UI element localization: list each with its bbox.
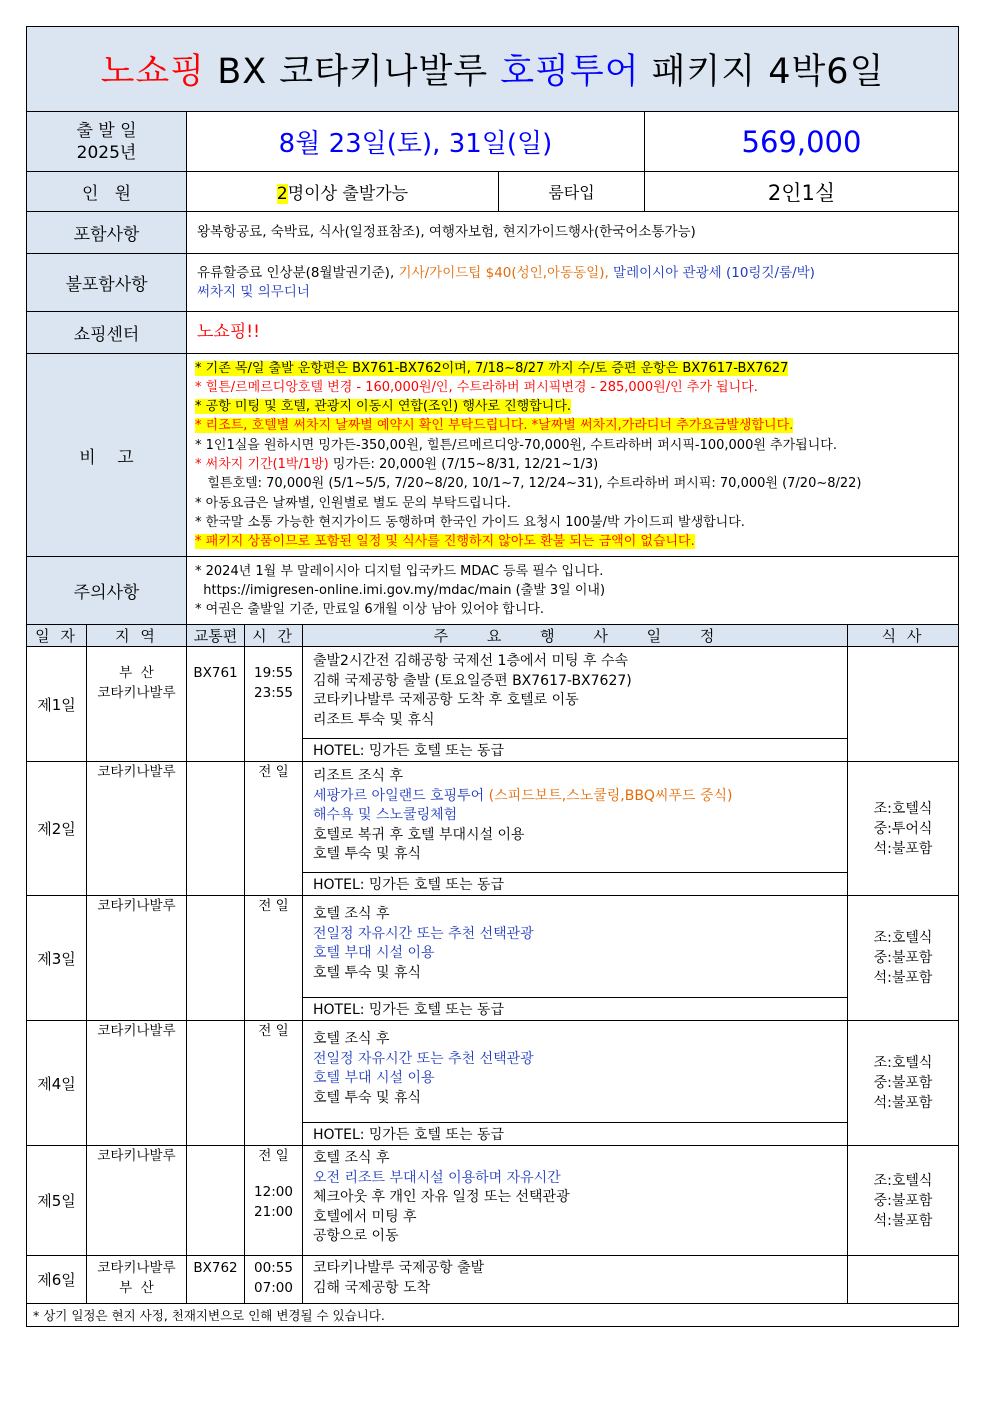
time: 19:55 23:55 xyxy=(245,647,303,762)
caution-line: * 2024년 1월 부 말레이시아 디지털 입국카드 MDAC 등록 필수 입니다. xyxy=(195,564,604,579)
remarks-list xyxy=(187,354,959,557)
room-type-value: 2인1실 xyxy=(645,172,959,212)
place: 코타키나발루 xyxy=(87,1146,187,1256)
time: 전 일 12:00 21:00 xyxy=(245,1146,303,1256)
hotel: HOTEL: 밍가든 호텔 또는 동급 xyxy=(303,1123,848,1146)
transport: BX762 xyxy=(187,1256,245,1304)
day-label: 제3일 xyxy=(27,896,87,1021)
remark-line: * 아동요금은 날짜별, 인원별로 별도 문의 부탁드립니다. xyxy=(195,495,511,511)
shopping-value: 노쇼핑!! xyxy=(187,312,959,354)
header-meal: 식 사 xyxy=(848,625,959,647)
activities: 코타키나발루 국제공항 출발 김해 국제공항 도착 xyxy=(303,1256,848,1304)
header-activity: 주 요 행 사 일 정 xyxy=(303,625,848,647)
excluded-text: 유류할증료 인상분(8월발권기준), 기사/가이드팁 $40(성인,아동동일), 말레이시아 관광세 (10링깃/룸/박) 써차지 및 의무디너 xyxy=(187,254,959,312)
place: 코타키나발루 xyxy=(87,896,187,1021)
activities: 리조트 조식 후 세팡가르 아일랜드 호핑투어 (스피드보트,스노쿨링,BBQ씨푸드 중식) 해수욕 및 스노쿨링체험 호텔로 복귀 후 호텔 부대시설 이용 호텔 투숙 및 휴식 xyxy=(303,762,848,873)
remark-line: * 리조트, 호텔별 써차지 날짜별 예약시 확인 부탁드립니다. *날짜별 써차지,가라디너 추가요금발생합니다. xyxy=(195,418,794,434)
page-title xyxy=(27,27,959,112)
remark-line: * 1인1실을 원하시면 밍가든-350,00원, 힐튼/르메르디앙-70,000원, 수트라하버 퍼시픽-100,000원 추가됩니다. xyxy=(195,437,837,453)
remark-line: * 기존 목/일 출발 운항편은 BX761-BX762이며, 7/18~8/27 까지 수/토 증편 운항은 BX7617-BX7627 xyxy=(195,360,789,376)
schedule-header xyxy=(27,625,959,647)
room-type-label: 룸타입 xyxy=(499,172,645,212)
caution-line: * 여권은 출발일 기준, 만료일 6개월 이상 남아 있어야 합니다. xyxy=(195,602,545,617)
transport xyxy=(187,762,245,896)
departure-label: 출 발 일 2025년 xyxy=(27,112,187,172)
time: 00:55 07:00 xyxy=(245,1256,303,1304)
remark-line: * 공항 미팅 및 호텔, 관광지 이동시 연합(조인) 행사로 진행합니다. xyxy=(195,399,572,415)
meal: 조:호텔식 중:투어식 석:불포함 xyxy=(848,762,959,896)
day-label: 제5일 xyxy=(27,1146,87,1256)
schedule-table xyxy=(26,625,959,1327)
schedule-row xyxy=(27,647,959,739)
remark-line: 밍가든: 20,000원 (7/15~8/31, 12/21~1/3) xyxy=(328,457,599,472)
hotel: HOTEL: 밍가든 호텔 또는 동급 xyxy=(303,739,848,762)
transport xyxy=(187,1021,245,1146)
day-label: 제2일 xyxy=(27,762,87,896)
excluded-label: 불포함사항 xyxy=(27,254,187,312)
header-day: 일 자 xyxy=(27,625,87,647)
caution-line: https://imigresen-online.imi.gov.my/mdac/main (출발 3일 이내) xyxy=(195,583,606,598)
header-transport: 교통편 xyxy=(187,625,245,647)
schedule-row xyxy=(27,1021,959,1123)
remark-line: * 패키지 상품이므로 포함된 일정 및 식사를 진행하지 않아도 환불 되는 금액이 없습니다. xyxy=(195,534,695,550)
schedule-row xyxy=(27,896,959,998)
place: 코타키나발루 xyxy=(87,762,187,896)
remark-line: * 힐튼/르메르디앙호텔 변경 - 160,000원/인, 수트라하버 퍼시픽변경 - 285,000원/인 추가 됩니다. xyxy=(195,379,758,395)
title-hopping: 호핑투어 xyxy=(500,52,640,92)
remarks-label: 비 고 xyxy=(27,354,187,557)
people-label: 인 원 xyxy=(27,172,187,212)
price: 569,000 xyxy=(645,112,959,172)
title-no-shopping: 노쇼핑 xyxy=(100,52,206,92)
time: 전 일 xyxy=(245,762,303,896)
header-time: 시 간 xyxy=(245,625,303,647)
included-label: 포함사항 xyxy=(27,212,187,254)
schedule-row xyxy=(27,1146,959,1256)
day-label: 제4일 xyxy=(27,1021,87,1146)
meal xyxy=(848,1256,959,1304)
transport xyxy=(187,1146,245,1256)
people-count: 2명이상 출발가능 xyxy=(187,172,499,212)
place: 코타키나발루 xyxy=(87,1021,187,1146)
schedule-row xyxy=(27,1256,959,1304)
time: 전 일 xyxy=(245,1021,303,1146)
cautions-label: 주의사항 xyxy=(27,557,187,625)
title-destination: BX 코타키나발루 xyxy=(205,52,501,92)
package-info-table xyxy=(26,26,959,625)
place: 부 산 코타키나발루 xyxy=(87,647,187,762)
footer-note: * 상기 일정은 현지 사정, 천재지변으로 인해 변경될 수 있습니다. xyxy=(27,1304,959,1327)
day-label: 제1일 xyxy=(27,647,87,762)
time: 전 일 xyxy=(245,896,303,1021)
footer-row xyxy=(27,1304,959,1327)
meal xyxy=(848,647,959,762)
activities: 출발2시간전 김해공항 국제선 1층에서 미팅 후 수속 김해 국제공항 출발 (토요일증편 BX7617-BX7627) 코타키나발루 국제공항 도착 후 호텔로 이동 리조트 투숙 및 휴식 xyxy=(303,647,848,739)
tour-document xyxy=(26,26,958,1327)
cautions-list xyxy=(187,557,959,625)
place: 코타키나발루 부 산 xyxy=(87,1256,187,1304)
meal: 조:호텔식 중:불포함 석:불포함 xyxy=(848,896,959,1021)
hotel: HOTEL: 밍가든 호텔 또는 동급 xyxy=(303,873,848,896)
meal: 조:호텔식 중:불포함 석:불포함 xyxy=(848,1021,959,1146)
transport xyxy=(187,896,245,1021)
hotel: HOTEL: 밍가든 호텔 또는 동급 xyxy=(303,998,848,1021)
schedule-row xyxy=(27,762,959,873)
remark-line: 힐튼호텔: 70,000원 (5/1~5/5, 7/20~8/20, 10/1~7, 12/24~31), 수트라하버 퍼시픽: 70,000원 (7/20~8/22) xyxy=(195,476,862,492)
remark-line: * 한국말 소통 가능한 현지가이드 동행하며 한국인 가이드 요청시 100불/박 가이드피 발생합니다. xyxy=(195,514,745,530)
header-place: 지 역 xyxy=(87,625,187,647)
activities: 호텔 조식 후 오전 리조트 부대시설 이용하며 자유시간 체크아웃 후 개인 자유 일정 또는 선택관광 호텔에서 미팅 후 공항으로 이동 xyxy=(303,1146,848,1256)
day-label: 제6일 xyxy=(27,1256,87,1304)
transport: BX761 xyxy=(187,647,245,762)
included-text: 왕복항공료, 숙박료, 식사(일정표참조), 여행자보험, 현지가이드행사(한국어소통가능) xyxy=(187,212,959,254)
activities: 호텔 조식 후 전일정 자유시간 또는 추천 선택관광 호텔 부대 시설 이용 호텔 투숙 및 휴식 xyxy=(303,1021,848,1123)
meal: 조:호텔식 중:불포함 석:불포함 xyxy=(848,1146,959,1256)
title-duration: 패키지 4박6일 xyxy=(639,52,885,92)
activities: 호텔 조식 후 전일정 자유시간 또는 추천 선택관광 호텔 부대 시설 이용 호텔 투숙 및 휴식 xyxy=(303,896,848,998)
shopping-label: 쇼핑센터 xyxy=(27,312,187,354)
departure-dates: 8월 23일(토), 31일(일) xyxy=(187,112,645,172)
remark-line: * 써차지 기간(1박/1방) xyxy=(195,457,329,472)
